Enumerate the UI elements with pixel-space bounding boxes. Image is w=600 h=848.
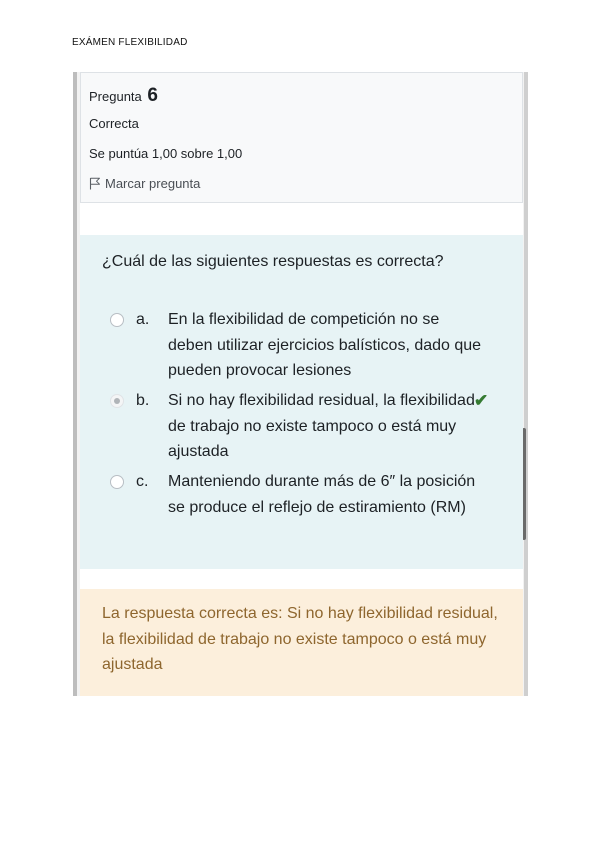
option-text: Si no hay flexibilidad residual, la flexibilidad de trabajo no existe tampoco o está muy ajustada (168, 392, 475, 460)
option-letter: b. (136, 392, 150, 409)
question-number: 6 (147, 85, 158, 106)
option-text: Manteniendo durante más de 6″ la posición se produce el reflejo de estiramiento (RM) (168, 473, 476, 516)
flag-icon (89, 177, 101, 190)
check-icon: ✔ (474, 391, 489, 410)
flag-question-link[interactable] (89, 176, 200, 191)
correct-answer-feedback (80, 589, 523, 696)
question-text: ¿Cuál de las siguientes respuestas es correcta? (102, 253, 444, 270)
option-text: En la flexibilidad de competición no se deben utilizar ejercicios balísticos, dado que pueden provocar lesiones (168, 311, 482, 379)
spacer (80, 569, 523, 589)
scrollbar-track[interactable] (524, 72, 528, 696)
radio-option-a[interactable] (110, 313, 124, 327)
question-grade: Se puntúa 1,00 sobre 1,00 (89, 146, 243, 161)
option-letter: a. (136, 311, 150, 328)
feedback-text: La respuesta correcta es: Si no hay flexibilidad residual, la flexibilidad de trabajo no existe tampoco o está muy ajustada (102, 605, 498, 673)
question-label: Pregunta (89, 89, 142, 104)
radio-option-c[interactable] (110, 475, 124, 489)
question-info-panel (80, 72, 523, 203)
frame-left-border (73, 72, 77, 696)
spacer (80, 203, 523, 235)
question-content (80, 235, 523, 569)
question-state: Correcta (89, 116, 139, 131)
radio-option-b[interactable] (110, 394, 124, 408)
flag-question-label: Marcar pregunta (105, 176, 201, 191)
option-letter: c. (136, 473, 149, 490)
question-number-row (89, 85, 158, 107)
document-header: EXÁMEN FLEXIBILIDAD (72, 37, 188, 48)
